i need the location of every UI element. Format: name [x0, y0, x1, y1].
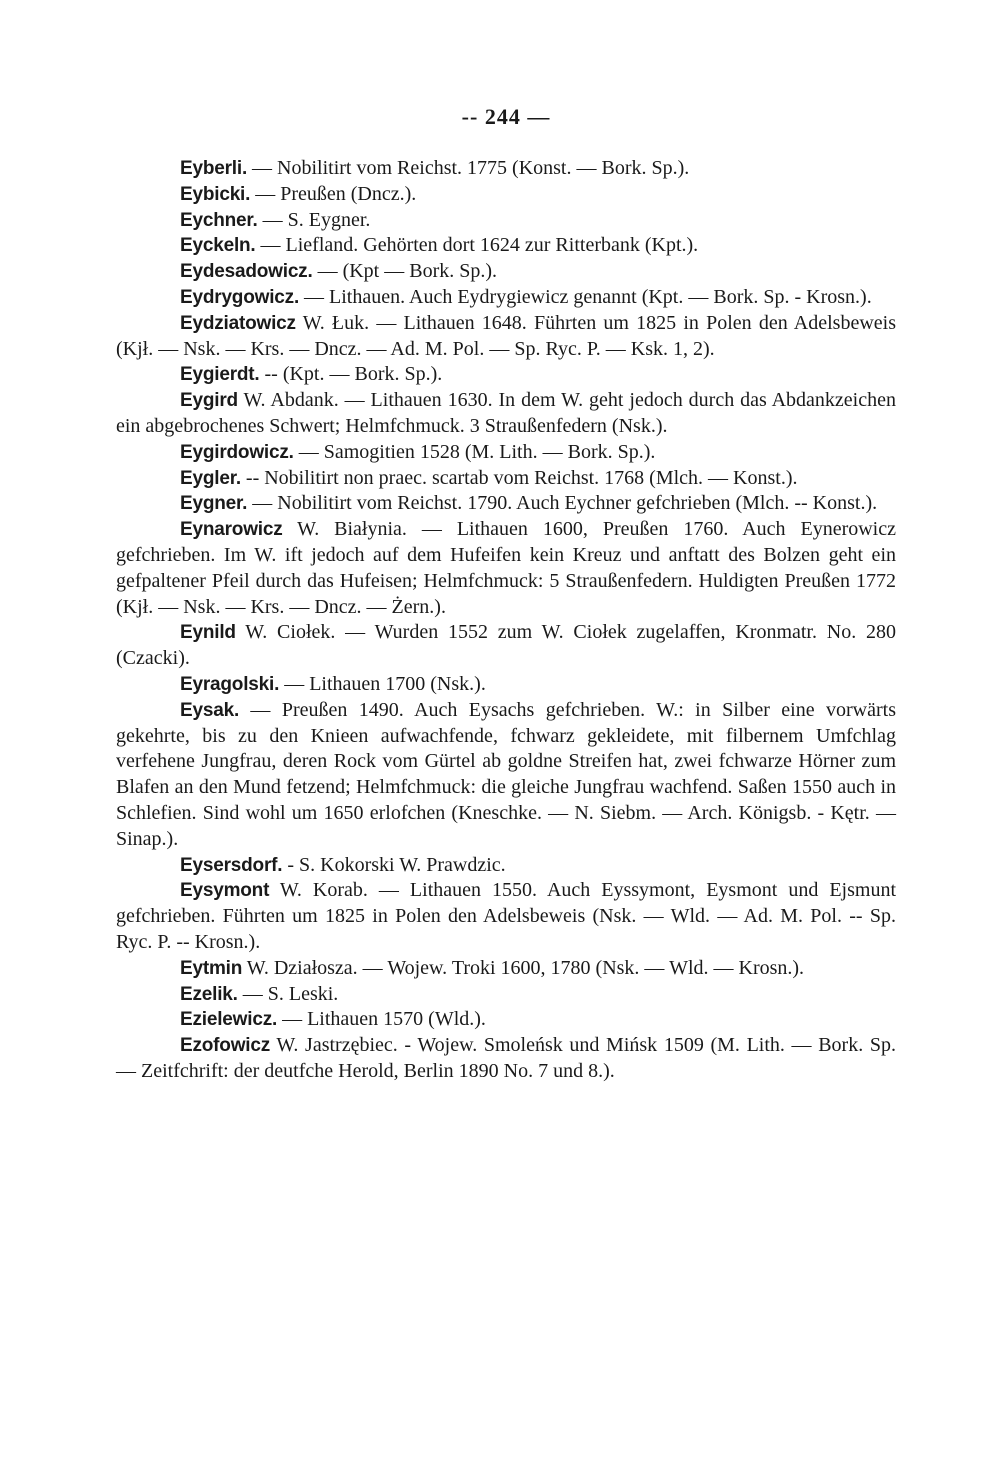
entry: [116, 208, 896, 234]
entry-list: [116, 156, 896, 1085]
entry-name: Eygierdt.: [180, 364, 260, 386]
entry-name: Eysak.: [180, 699, 240, 721]
entry-name: Eydesadowicz.: [180, 261, 313, 283]
entry: [116, 672, 896, 698]
entry-name: Ezielewicz.: [180, 1009, 278, 1031]
entry: [116, 182, 896, 208]
entry: [116, 1033, 896, 1085]
entry: [116, 311, 896, 363]
entry-name: Eyragolski.: [180, 673, 280, 695]
page-number: -- 244 —: [461, 104, 551, 129]
entry: [116, 982, 896, 1008]
entry: [116, 956, 896, 982]
entry-text: W. Łuk. — Lithauen 1648. Führten um 1825 in Polen den Adelsbeweis (Kjł. — Nsk. — Krs. — Dncz. — Ad. M. Pol. — Sp. Ryc. P. — Ksk. 1, 2).: [116, 311, 896, 360]
entry-name: Eychner.: [180, 209, 258, 231]
entry-text: W. Białynia. — Lithauen 1600, Preußen 1760. Auch Eynerowicz gefchrieben. Im W. ift jedoch auf dem Hufeifen kein Kreuz und anftatt des Bolzen geht ein gefpaltener Pfeil durch das Hufeisen; Helmfchmuck: 5 Straußenfedern. Huldigten Preußen 1772 (Kjł. — Nsk. — Krs. — Dncz. — Żern.).: [116, 518, 896, 618]
entry-name: Eygirdowicz.: [180, 441, 294, 463]
entry: [116, 388, 896, 440]
entry-text: — Lithauen. Auch Eydrygiewicz genannt (Kpt. — Bork. Sp. - Krosn.).: [299, 285, 872, 308]
entry-name: Eytmin: [180, 957, 243, 979]
entry: [116, 362, 896, 388]
entry-text: — Nobilitirt vom Reichst. 1790. Auch Eychner gefchrieben (Mlch. -- Konst.).: [247, 492, 878, 515]
entry: [116, 878, 896, 955]
entry-text: -- Nobilitirt non praec. scartab vom Reichst. 1768 (Mlch. — Konst.).: [240, 466, 798, 489]
entry-name: Ezofowicz: [180, 1035, 271, 1057]
entry-text: — Preußen 1490. Auch Eysachs gefchrieben. W.: in Silber eine vorwärts gekehrte, bis zu den Knieen aufwachfende, fchwarz gekleidete, mit filbernem Umfchlag verfehene Jungfrau, deren Rock vom Gürtel ab goldne Streifen hat, zwei fchwarze Hörner zum Blafen an den Mund fetzend; Helmfchmuck: die gleiche Jungfrau wachfend. Saßen 1550 auch in Schlefien. Sind wohl um 1650 erlofchen (Kneschke. — N. Siebm. — Arch. Königsb. - Kętr. — Sinap.).: [116, 698, 896, 850]
entry-text: — Preußen (Dncz.).: [250, 182, 417, 205]
entry: [116, 1007, 896, 1033]
entry-text: — Nobilitirt vom Reichst. 1775 (Konst. — Bork. Sp.).: [247, 157, 690, 179]
entry: [116, 440, 896, 466]
entry-name: Eydziatowicz: [180, 312, 296, 334]
entry-text: — S. Eygner.: [257, 208, 371, 231]
entry: [116, 233, 896, 259]
entry-text: — (Kpt — Bork. Sp.).: [312, 260, 498, 283]
entry-text: - S. Kokorski W. Prawdzic.: [282, 853, 506, 876]
entry: [116, 259, 896, 285]
entry: [116, 285, 896, 311]
entry-name: Eygird: [180, 390, 238, 412]
entry-text: — Samogitien 1528 (M. Lith. — Bork. Sp.).: [293, 440, 656, 463]
entry-name: Eynild: [180, 622, 236, 644]
entry-text: W. Korab. — Lithauen 1550. Auch Eyssymont, Eysmont und Ejsmunt gefchrieben. Führten um 1825 in Polen den Adelsbeweis (Nsk. — Wld. — Ad. M. Pol. -- Sp. Ryc. P. -- Krosn.).: [116, 879, 896, 953]
entry-name: Eydrygowicz.: [180, 286, 300, 308]
entry-name: Eysersdorf.: [180, 854, 283, 876]
entry-text: — Lithauen 1700 (Nsk.).: [279, 672, 486, 695]
entry-name: Eygler.: [180, 467, 241, 489]
entry: [116, 491, 896, 517]
entry-name: Eybicki.: [180, 183, 251, 205]
entry-text: W. Ciołek. — Wurden 1552 zum W. Ciołek zugelaffen, Kronmatr. No. 280 (Czacki).: [116, 621, 896, 670]
entry-name: Ezelik.: [180, 983, 238, 1005]
entry-text: -- (Kpt. — Bork. Sp.).: [259, 363, 443, 386]
entry-name: Eynarowicz: [180, 519, 283, 541]
entry: [116, 466, 896, 492]
entry: [116, 620, 896, 672]
entry-text: — Lithauen 1570 (Wld.).: [277, 1008, 486, 1031]
entry: [116, 517, 896, 620]
entry-name: Eyberli.: [180, 158, 248, 179]
entry: [116, 853, 896, 879]
entry-text: — S. Leski.: [237, 982, 339, 1005]
entry-text: W. Działosza. — Wojew. Troki 1600, 1780 (Nsk. — Wld. — Krosn.).: [242, 956, 805, 979]
entry: [116, 156, 896, 182]
entry-text: — Liefland. Gehörten dort 1624 zur Ritterbank (Kpt.).: [255, 234, 699, 257]
entry-name: Eyckeln.: [180, 235, 256, 257]
entry-name: Eysymont: [180, 880, 270, 902]
entry-text: W. Jastrzębiec. - Wojew. Smoleńsk und Mińsk 1509 (M. Lith. — Bork. Sp. — Zeitfchrift: der deutfche Herold, Berlin 1890 No. 7 und 8.).: [116, 1034, 896, 1082]
entry-name: Eygner.: [180, 493, 248, 515]
entry: [116, 698, 896, 853]
entry-text: W. Abdank. — Lithauen 1630. In dem W. geht jedoch durch das Abdankzeichen ein abgebrochenes Schwert; Helmfchmuck. 3 Straußenfedern (Nsk.).: [116, 389, 896, 437]
